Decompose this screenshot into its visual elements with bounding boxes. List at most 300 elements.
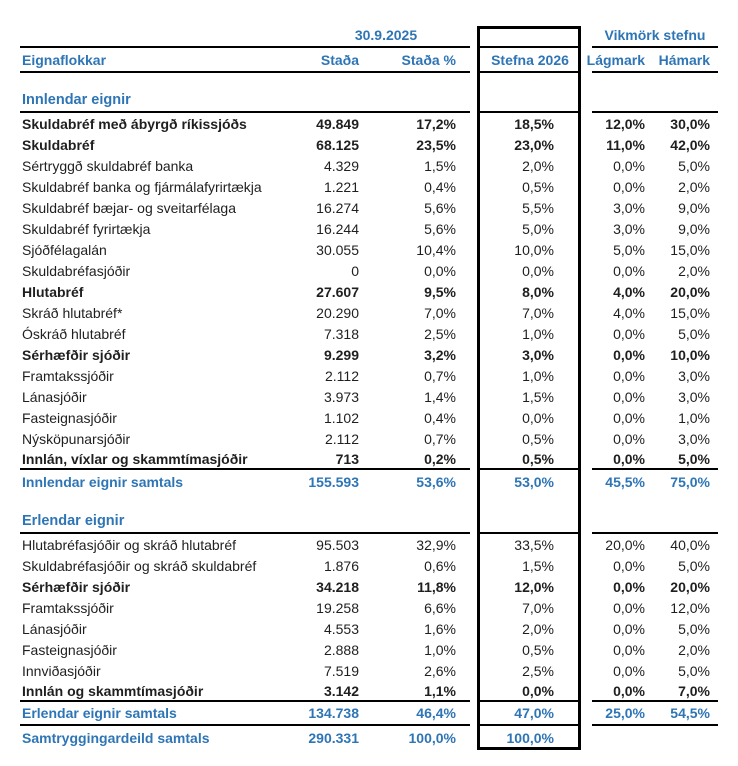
table-row — [0, 407, 738, 428]
cell-lagmark: 0,0% — [613, 346, 645, 363]
cell-asset-class: Innlendar eignir samtals — [22, 474, 184, 490]
cell-stada-pct: 1,1% — [424, 682, 456, 699]
cell-stefna: 2,0% — [522, 620, 554, 637]
cell-lagmark: 0,0% — [613, 641, 645, 658]
column-gap — [470, 510, 480, 534]
column-gap — [470, 470, 480, 494]
column-gap — [580, 407, 592, 428]
cell-group-stada — [302, 597, 470, 618]
column-gap — [470, 344, 480, 365]
cell-asset-class: Sérhæfðir sjóðir — [22, 578, 131, 595]
cell-stada: 0 — [351, 262, 359, 279]
cell-stada-pct: 10,4% — [416, 241, 456, 258]
table-row — [0, 89, 738, 113]
cell-asset-class: Erlendar eignir samtals — [20, 702, 302, 726]
cell-stefna: 12,0% — [514, 578, 554, 595]
column-gap — [580, 113, 592, 134]
cell-stefna: 1,5% — [522, 557, 554, 574]
cell-lagmark: 0,0% — [613, 450, 645, 467]
table-row — [0, 113, 738, 134]
column-gap — [470, 89, 480, 113]
cell-lagmark: 4,0% — [613, 304, 645, 321]
cell-stefna: 1,0% — [522, 325, 554, 342]
cell-stada: 16.274 — [316, 199, 359, 216]
cell-group-stada — [302, 510, 470, 534]
cell-lagmark: 0,0% — [613, 557, 645, 574]
cell-group-stada — [302, 702, 470, 726]
cell-lagmark: 0,0% — [613, 262, 645, 279]
cell-stada-pct: 2,6% — [424, 662, 456, 679]
column-gap — [470, 155, 480, 176]
cell-hamark: 40,0% — [670, 536, 710, 553]
cell-stefna: 5,5% — [522, 199, 554, 216]
cell-group-stada — [302, 239, 470, 260]
column-gap — [580, 510, 592, 534]
cell-stefna: 0,0% — [480, 681, 580, 702]
table-row — [0, 260, 738, 281]
cell-asset-class: Fasteignasjóðir — [22, 641, 117, 658]
column-header-hamark: Hámark — [658, 51, 710, 68]
table-row — [0, 702, 738, 726]
cell-stada: 1.876 — [323, 557, 359, 574]
table-row — [0, 134, 738, 155]
cell-hamark: 42,0% — [670, 136, 710, 153]
cell-stefna: 1,5% — [522, 388, 554, 405]
cell-group-stada — [302, 428, 470, 449]
cell-stefna: 33,5% — [514, 536, 554, 553]
table-row — [0, 555, 738, 576]
cell-asset-class: Framtakssjóðir — [22, 599, 114, 616]
cell-group-vikmork — [592, 407, 718, 428]
cell-hamark: 10,0% — [670, 346, 710, 363]
cell-stada-pct: 0,4% — [424, 178, 456, 195]
cell-asset-class: Hlutabréf — [22, 283, 84, 300]
table-row — [0, 639, 738, 660]
cell-stada-pct: 1,4% — [424, 388, 456, 405]
cell-stefna: 2,5% — [522, 662, 554, 679]
cell-group-vikmork — [592, 681, 718, 702]
cell-stefna: 1,0% — [522, 367, 554, 384]
cell-stada-pct: 5,6% — [424, 220, 456, 237]
cell-group-vikmork — [592, 134, 718, 155]
table-row — [0, 155, 738, 176]
cell-group-stada — [302, 386, 470, 407]
cell-group-vikmork — [592, 534, 718, 555]
cell-asset-class: Sérhæfðir sjóðir — [22, 346, 131, 363]
cell-hamark: 9,0% — [678, 199, 710, 216]
table-row — [0, 428, 738, 449]
cell-group-vikmork — [592, 386, 718, 407]
column-gap — [470, 726, 480, 750]
cell-group-stada — [302, 407, 470, 428]
cell-lagmark: 0,0% — [613, 157, 645, 174]
cell-stada: 1.221 — [323, 178, 359, 195]
cell-asset-class: Skuldabréfasjóðir og skráð skuldabréf — [22, 557, 257, 574]
column-gap — [470, 239, 480, 260]
cell-stada: 3.142 — [323, 682, 359, 699]
column-gap — [580, 618, 592, 639]
cell-asset-class: Nýsköpunarsjóðir — [22, 430, 131, 447]
cell-stefna: 2,0% — [522, 157, 554, 174]
cell-stada: 4.553 — [323, 620, 359, 637]
table-row — [0, 597, 738, 618]
table-row — [0, 239, 738, 260]
cell-stefna: 0,5% — [480, 449, 580, 470]
column-gap — [470, 365, 480, 386]
cell-stefna: 0,0% — [522, 409, 554, 426]
cell-lagmark: 0,0% — [613, 662, 645, 679]
cell-stada: 95.503 — [316, 536, 359, 553]
cell-hamark: 15,0% — [670, 241, 710, 258]
cell-group-vikmork — [592, 618, 718, 639]
table-row — [0, 681, 738, 702]
cell-lagmark: 0,0% — [613, 599, 645, 616]
cell-hamark: 7,0% — [678, 682, 710, 699]
table-row — [0, 576, 738, 597]
cell-stefna: 23,0% — [514, 136, 554, 153]
cell-stefna — [480, 510, 580, 534]
cell-stada: 2.888 — [323, 641, 359, 658]
cell-asset-class: Hlutabréfasjóðir og skráð hlutabréf — [22, 536, 237, 553]
table-row — [0, 534, 738, 555]
column-gap — [580, 726, 592, 750]
cell-asset-class: Skuldabréf fyrirtækja — [22, 220, 151, 237]
cell-stada: 290.331 — [308, 730, 359, 746]
cell-group-vikmork — [592, 260, 718, 281]
column-gap — [580, 555, 592, 576]
cell-stefna: 7,0% — [522, 304, 554, 321]
column-gap — [580, 386, 592, 407]
cell-group-vikmork — [592, 155, 718, 176]
table-row — [0, 510, 738, 534]
column-gap — [580, 176, 592, 197]
column-gap — [470, 576, 480, 597]
cell-asset-class: Óskráð hlutabréf — [22, 325, 126, 342]
table-row — [0, 386, 738, 407]
cell-hamark: 5,0% — [678, 157, 710, 174]
cell-lagmark: 0,0% — [613, 430, 645, 447]
cell-stada: 7.519 — [323, 662, 359, 679]
column-gap — [470, 534, 480, 555]
cell-hamark: 5,0% — [678, 557, 710, 574]
column-gap — [470, 407, 480, 428]
cell-stefna: 0,0% — [522, 262, 554, 279]
cell-group-stada — [302, 534, 470, 555]
cell-asset-class: Sjóðfélagalán — [22, 241, 107, 258]
column-gap — [470, 702, 480, 726]
cell-stada: 34.218 — [316, 578, 359, 595]
table-row — [0, 176, 738, 197]
table-row — [0, 618, 738, 639]
cell-group-stada — [302, 660, 470, 681]
cell-group-vikmork — [592, 323, 718, 344]
cell-hamark: 9,0% — [678, 220, 710, 237]
cell-group-vikmork — [592, 365, 718, 386]
cell-hamark: 54,5% — [670, 705, 710, 721]
column-gap — [580, 323, 592, 344]
cell-group-stada — [302, 176, 470, 197]
column-gap — [580, 576, 592, 597]
cell-stada: 19.258 — [316, 599, 359, 616]
column-gap — [470, 639, 480, 660]
column-gap — [470, 176, 480, 197]
cell-group-vikmork — [592, 510, 718, 534]
cell-stada: 713 — [335, 450, 359, 467]
cell-stada: 49.849 — [316, 115, 359, 132]
cell-group-stada — [302, 365, 470, 386]
column-gap — [580, 260, 592, 281]
column-gap — [470, 134, 480, 155]
cell-asset-class: Skuldabréf — [22, 136, 95, 153]
cell-stada: 30.055 — [316, 241, 359, 258]
cell-group-stada — [302, 155, 470, 176]
cell-asset-class: Erlendar eignir — [20, 510, 302, 534]
column-gap — [580, 134, 592, 155]
table-body — [0, 89, 738, 750]
cell-stada-pct: 6,6% — [424, 599, 456, 616]
column-gap — [580, 281, 592, 302]
cell-stada-pct: 5,6% — [424, 199, 456, 216]
column-gap — [470, 197, 480, 218]
column-gap — [580, 470, 592, 494]
cell-group-stada — [302, 344, 470, 365]
cell-stefna: 10,0% — [514, 241, 554, 258]
cell-hamark: 1,0% — [678, 409, 710, 426]
cell-group-stada — [302, 89, 470, 113]
column-gap — [580, 449, 592, 470]
cell-group-stada — [302, 218, 470, 239]
cell-group-vikmork — [592, 197, 718, 218]
cell-stada-pct: 17,2% — [416, 115, 456, 132]
table-row — [0, 726, 738, 750]
cell-lagmark: 0,0% — [613, 620, 645, 637]
column-gap — [580, 89, 592, 113]
cell-stada: 2.112 — [325, 430, 359, 447]
cell-stada: 68.125 — [316, 136, 359, 153]
cell-group-stada — [302, 113, 470, 134]
cell-stefna: 47,0% — [480, 702, 580, 726]
column-gap — [580, 344, 592, 365]
cell-asset-class: Skráð hlutabréf* — [22, 304, 123, 321]
cell-lagmark: 0,0% — [613, 578, 645, 595]
cell-asset-class: Lánasjóðir — [22, 620, 87, 637]
column-gap — [470, 681, 480, 702]
cell-stada: 134.738 — [308, 705, 359, 721]
column-gap — [470, 660, 480, 681]
cell-asset-class: Innlendar eignir — [20, 89, 302, 113]
cell-group-stada — [302, 470, 470, 494]
column-gap — [470, 48, 480, 73]
cell-group-stada — [302, 449, 470, 470]
cell-hamark: 3,0% — [678, 388, 710, 405]
cell-asset-class: Skuldabréf með ábyrgð ríkissjóðs — [22, 115, 247, 132]
cell-group-stada — [302, 576, 470, 597]
cell-lagmark: 4,0% — [613, 283, 645, 300]
cell-group-vikmork — [592, 639, 718, 660]
column-gap — [580, 155, 592, 176]
column-gap — [580, 197, 592, 218]
cell-stada-pct: 46,4% — [416, 705, 456, 721]
cell-asset-class: Skuldabréf banka og fjármálafyrirtækja — [22, 178, 262, 195]
cell-lagmark: 11,0% — [606, 136, 645, 153]
column-header-lagmark: Lágmark — [586, 51, 645, 68]
cell-group-stada — [302, 260, 470, 281]
header-empty-cell — [20, 24, 302, 48]
cell-lagmark: 5,0% — [613, 241, 645, 258]
cell-group-stada — [302, 555, 470, 576]
cell-stada-pct: 23,5% — [416, 136, 456, 153]
cell-group-vikmork — [592, 726, 718, 750]
column-gap — [580, 639, 592, 660]
cell-stada: 16.244 — [316, 220, 359, 237]
cell-hamark: 30,0% — [670, 115, 710, 132]
cell-asset-class: Framtakssjóðir — [22, 367, 114, 384]
cell-group-vikmork — [592, 281, 718, 302]
cell-lagmark: 3,0% — [613, 220, 645, 237]
cell-stada-pct: 32,9% — [416, 536, 456, 553]
cell-stada-pct: 0,4% — [424, 409, 456, 426]
cell-stada: 27.607 — [316, 283, 359, 300]
column-gap — [580, 534, 592, 555]
cell-hamark: 3,0% — [678, 430, 710, 447]
column-header-eignaflokkar: Eignaflokkar — [20, 48, 302, 73]
cell-hamark: 3,0% — [678, 367, 710, 384]
cell-stefna: 7,0% — [522, 599, 554, 616]
cell-stefna: 8,0% — [522, 283, 554, 300]
column-gap — [470, 323, 480, 344]
cell-asset-class: Skuldabréfasjóðir — [22, 262, 131, 279]
cell-asset-class: Innlán og skammtímasjóðir — [20, 681, 302, 702]
cell-group-stada — [302, 134, 470, 155]
cell-stada-pct: 0,7% — [424, 367, 456, 384]
column-gap — [470, 555, 480, 576]
cell-hamark: 2,0% — [678, 641, 710, 658]
column-gap — [580, 218, 592, 239]
column-group-stada — [302, 48, 470, 73]
cell-hamark: 5,0% — [678, 620, 710, 637]
cell-group-vikmork — [592, 597, 718, 618]
cell-stada-pct: 1,5% — [424, 157, 456, 174]
header-vikmork-title: Vikmörk stefnu — [592, 24, 718, 48]
cell-lagmark: 0,0% — [613, 325, 645, 342]
column-gap — [470, 597, 480, 618]
table-header-row-dates — [0, 24, 738, 48]
cell-hamark: 15,0% — [670, 304, 710, 321]
cell-hamark: 2,0% — [678, 178, 710, 195]
column-gap — [580, 239, 592, 260]
column-gap — [580, 660, 592, 681]
cell-asset-class: Sértryggð skuldabréf banka — [22, 157, 194, 174]
column-gap — [580, 302, 592, 323]
cell-stada: 20.290 — [316, 304, 359, 321]
table-row — [0, 365, 738, 386]
cell-stada: 9.299 — [323, 346, 359, 363]
cell-hamark: 5,0% — [678, 662, 710, 679]
table-row — [0, 197, 738, 218]
cell-lagmark: 12,0% — [605, 115, 645, 132]
cell-hamark: 5,0% — [678, 450, 710, 467]
table-row — [0, 218, 738, 239]
cell-asset-class: Samtryggingardeild samtals — [22, 730, 210, 746]
table-row — [0, 470, 738, 494]
cell-group-stada — [302, 618, 470, 639]
cell-group-vikmork — [592, 555, 718, 576]
cell-hamark: 2,0% — [678, 262, 710, 279]
cell-stada-pct: 9,5% — [424, 283, 456, 300]
cell-asset-class: Fasteignasjóðir — [22, 409, 117, 426]
cell-group-vikmork — [592, 113, 718, 134]
table-row — [0, 344, 738, 365]
cell-asset-class: Skuldabréf bæjar- og sveitarfélaga — [22, 199, 237, 216]
column-gap — [470, 24, 480, 48]
cell-group-vikmork — [592, 176, 718, 197]
cell-stada-pct: 3,2% — [424, 346, 456, 363]
cell-stada: 7.318 — [323, 325, 359, 342]
cell-group-vikmork — [592, 302, 718, 323]
header-stefna-empty-cell — [480, 24, 580, 48]
cell-stada-pct: 2,5% — [424, 325, 456, 342]
cell-stada-pct: 11,8% — [417, 578, 456, 595]
cell-group-vikmork — [592, 89, 718, 113]
column-gap — [470, 113, 480, 134]
cell-stefna: 5,0% — [522, 220, 554, 237]
column-gap — [470, 260, 480, 281]
header-date: 30.9.2025 — [302, 24, 470, 48]
cell-stada: 2.112 — [325, 367, 359, 384]
column-gap — [470, 618, 480, 639]
cell-group-vikmork — [592, 702, 718, 726]
cell-group-vikmork — [592, 239, 718, 260]
column-gap — [470, 302, 480, 323]
column-gap — [580, 365, 592, 386]
column-gap — [470, 218, 480, 239]
column-gap — [470, 386, 480, 407]
cell-lagmark: 0,0% — [613, 178, 645, 195]
cell-stada-pct: 0,2% — [424, 450, 456, 467]
cell-group-vikmork — [592, 576, 718, 597]
cell-group-stada — [302, 197, 470, 218]
cell-stada-pct: 0,6% — [424, 557, 456, 574]
cell-lagmark: 20,0% — [605, 536, 645, 553]
column-header-stada: Staða — [320, 51, 359, 68]
cell-hamark: 12,0% — [670, 599, 710, 616]
cell-lagmark: 0,0% — [613, 388, 645, 405]
table-header-row-columns — [0, 48, 738, 73]
cell-stefna: 53,0% — [514, 474, 554, 490]
column-gap — [580, 428, 592, 449]
cell-lagmark: 0,0% — [613, 367, 645, 384]
cell-group-stada — [302, 726, 470, 750]
cell-group-stada — [302, 639, 470, 660]
column-gap — [470, 428, 480, 449]
cell-group-vikmork — [592, 660, 718, 681]
cell-hamark: 20,0% — [670, 578, 710, 595]
cell-stada-pct: 100,0% — [408, 730, 456, 746]
cell-lagmark: 25,0% — [605, 705, 645, 721]
cell-group-stada — [302, 323, 470, 344]
cell-stefna: 3,0% — [522, 346, 554, 363]
cell-stefna: 100,0% — [506, 730, 554, 746]
cell-group-vikmork — [592, 428, 718, 449]
cell-stada: 155.593 — [308, 474, 359, 490]
column-header-stefna: Stefna 2026 — [480, 48, 580, 73]
column-gap — [580, 702, 592, 726]
cell-group-vikmork — [592, 470, 718, 494]
table-row — [0, 449, 738, 470]
column-gap — [470, 449, 480, 470]
column-gap — [580, 681, 592, 702]
cell-group-stada — [302, 281, 470, 302]
